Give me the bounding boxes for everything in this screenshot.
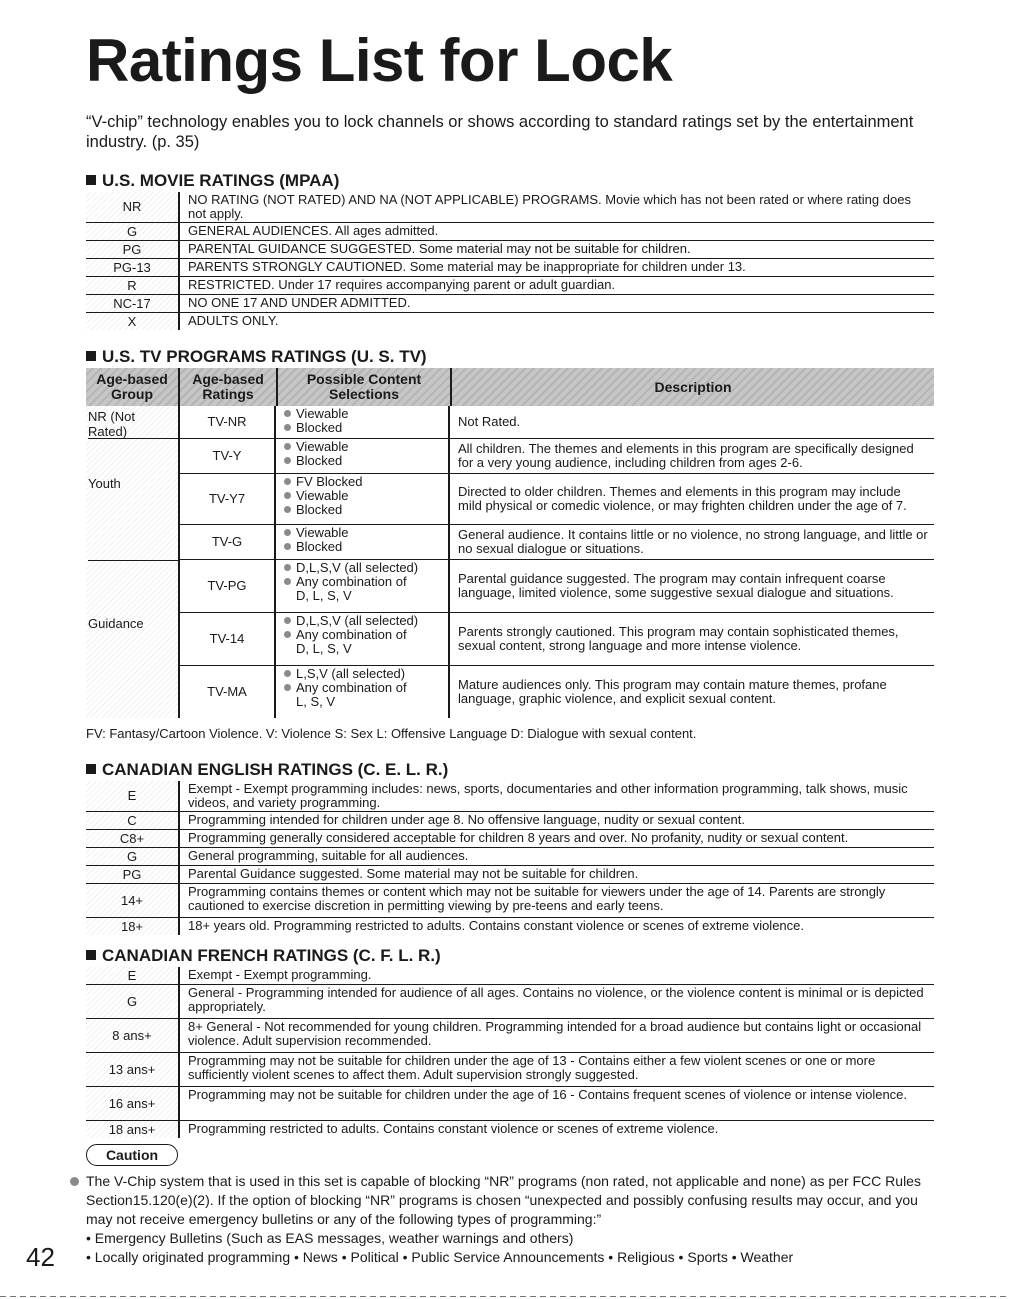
- tv-ratings-table: [86, 368, 934, 718]
- bullet-icon: [284, 492, 291, 499]
- cel-heading: CANADIAN ENGLISH RATINGS (C. E. L. R.): [86, 760, 448, 780]
- bullet-icon: [284, 443, 291, 450]
- bullet-icon: [284, 424, 291, 431]
- header-rating: Age-based Ratings: [180, 368, 278, 406]
- square-bullet-icon: [86, 764, 96, 774]
- page-title: Ratings List for Lock: [86, 27, 673, 94]
- bullet-icon: [284, 506, 291, 513]
- table-row: 14+ Programming contains themes or content which may not be suitable for viewers under the age of 14. Parents are strongly cautioned to exercise discretion in permitting viewing by pre-teens and early teens.: [86, 884, 934, 918]
- tv-legend: FV: Fantasy/Cartoon Violence. V: Violence S: Sex L: Offensive Language D: Dialogue with sexual content.: [86, 726, 697, 741]
- table-header: [86, 368, 934, 406]
- table-row: G General - Programming intended for audience of all ages. Contains no violence, or the violence content is minimal or is depicted appropriately.: [86, 985, 934, 1019]
- header-group: Age-based Group: [86, 368, 180, 406]
- table-row: TV-Y Viewable Blocked All children. The themes and elements in this program are specifically designed for a very young audience, including children from ages 2-6.: [180, 439, 934, 474]
- group-youth: Youth: [88, 476, 121, 491]
- square-bullet-icon: [86, 950, 96, 960]
- bullet-icon: [284, 457, 291, 464]
- cfl-table: [86, 967, 934, 1138]
- bullet-icon: [284, 478, 291, 485]
- table-row: 8 ans+ 8+ General - Not recommended for young children. Programming intended for a broad audience but contains light or occasional violence. Adult supervision recommended.: [86, 1019, 934, 1053]
- bullet-icon: [284, 543, 291, 550]
- bullet-icon: [284, 617, 291, 624]
- bullet-icon: [284, 529, 291, 536]
- bullet-icon: [284, 578, 291, 585]
- table-row: G GENERAL AUDIENCES. All ages admitted.: [86, 223, 934, 241]
- cel-table: [86, 781, 934, 935]
- table-row: G General programming, suitable for all audiences.: [86, 848, 934, 866]
- square-bullet-icon: [86, 175, 96, 185]
- bullet-icon: [284, 564, 291, 571]
- group-guidance: Guidance: [88, 616, 144, 631]
- table-row: TV-G Viewable Blocked General audience. It contains little or no violence, no strong language, and little or no sexual dialogue or situations.: [180, 525, 934, 560]
- page-number: 42: [26, 1242, 55, 1272]
- mpaa-heading: U.S. MOVIE RATINGS (MPAA): [86, 171, 339, 191]
- table-row: X ADULTS ONLY.: [86, 313, 934, 330]
- table-row: PG PARENTAL GUIDANCE SUGGESTED. Some material may not be suitable for children.: [86, 241, 934, 259]
- caution-text: The V-Chip system that is used in this set is capable of blocking “NR” programs (non rated, not applicable and none) as per FCC Rules Section15.120(e)(2). If the option of blocking “NR” programs is chosen “unexpected and possibly confusing results may occur, and you may not receive emergency bulletins or any of the following types of programming:” • Emergency Bulletins (Such as EAS messages, weather warnings and others) • Locally originated programming • News • Political • Public Service Announcements • Religious • Sports • Weather: [86, 1172, 946, 1267]
- intro-text: “V-chip” technology enables you to lock channels or shows according to standard ratings set by the entertainment industry. (p. 35): [86, 113, 914, 151]
- table-row: E Exempt - Exempt programming includes: news, sports, documentaries and other information programming, talk shows, music videos, and variety programming.: [86, 781, 934, 812]
- mpaa-table: [86, 192, 934, 330]
- table-row: 16 ans+ Programming may not be suitable for children under the age of 16 - Contains frequent scenes of violence or intense violence.: [86, 1087, 934, 1121]
- table-row: E Exempt - Exempt programming.: [86, 967, 934, 985]
- table-row: 13 ans+ Programming may not be suitable for children under the age of 13 - Contains either a few violent scenes or one or more sufficiently violent scenes to affect them. Adult supervision strongly suggested.: [86, 1053, 934, 1087]
- bullet-icon: [284, 684, 291, 691]
- group-nr: NR (Not Rated): [88, 409, 135, 439]
- table-row: PG Parental Guidance suggested. Some material may not be suitable for children.: [86, 866, 934, 884]
- cfl-heading: CANADIAN FRENCH RATINGS (C. F. L. R.): [86, 946, 441, 966]
- header-description: Description: [654, 378, 732, 395]
- table-row: PG-13 PARENTS STRONGLY CAUTIONED. Some material may be inappropriate for children under 13.: [86, 259, 934, 277]
- bullet-icon: [284, 631, 291, 638]
- square-bullet-icon: [86, 351, 96, 361]
- group-column: [86, 406, 180, 718]
- table-row: TV-14 D,L,S,V (all selected) Any combination of D, L, S, V Parents strongly cautioned. This program may contain sophisticated themes, sexual content, strong language and more intense violence.: [180, 613, 934, 666]
- caution-badge: Caution: [86, 1144, 178, 1166]
- table-row: 18+ 18+ years old. Programming restricted to adults. Contains constant violence or scenes of extreme violence.: [86, 918, 934, 935]
- table-row: C Programming intended for children under age 8. No offensive language, nudity or sexual content.: [86, 812, 934, 830]
- table-row: R RESTRICTED. Under 17 requires accompanying parent or adult guardian.: [86, 277, 934, 295]
- table-row: TV-MA L,S,V (all selected) Any combination of L, S, V Mature audiences only. This program may contain mature themes, profane language, graphic violence, and explicit sexual content.: [180, 666, 934, 718]
- bullet-icon: [70, 1177, 79, 1186]
- table-row: TV-Y7 FV Blocked Viewable Blocked Directed to older children. Themes and elements in this program may include mild physical or comedic violence, or may frighten children under the age of 7.: [180, 474, 934, 525]
- table-row: TV-PG D,L,S,V (all selected) Any combination of D, L, S, V Parental guidance suggested. The program may contain infrequent coarse language, limited violence, some suggestive sexual dialogue and situations.: [180, 560, 934, 613]
- bullet-icon: [284, 670, 291, 677]
- tv-heading: U.S. TV PROGRAMS RATINGS (U. S. TV): [86, 347, 427, 367]
- table-row: NR NO RATING (NOT RATED) AND NA (NOT APPLICABLE) PROGRAMS. Movie which has not been rated or where rating does not apply.: [86, 192, 934, 223]
- table-row: 18 ans+ Programming restricted to adults. Contains constant violence or scenes of extreme violence.: [86, 1121, 934, 1138]
- table-row: C8+ Programming generally considered acceptable for children 8 years and over. No profanity, nudity or sexual content.: [86, 830, 934, 848]
- table-row: TV-NR Viewable Blocked Not Rated.: [180, 406, 934, 439]
- table-row: NC-17 NO ONE 17 AND UNDER ADMITTED.: [86, 295, 934, 313]
- bullet-icon: [284, 410, 291, 417]
- page-divider: [0, 1296, 1009, 1297]
- header-selections: Possible Content Selections: [278, 368, 452, 406]
